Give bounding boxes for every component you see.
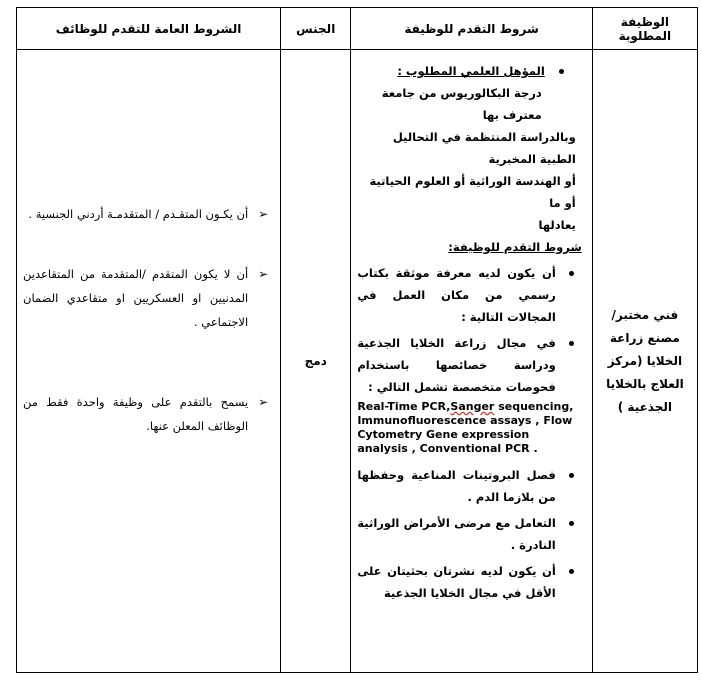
tests-part: sequencing, Immunofluorescence assays , Flow Cytometry Gene expression analysis , Conventional PCR .	[357, 400, 574, 455]
qualification-line: وبالدراسة المنتظمة في التحاليل الطبية المخبرية	[392, 130, 576, 166]
requirement-text: في مجال زراعة الخلايا الجذعية ودراسة خصائصها باستخدام فحوصات متخصصة تشمل التالي :	[357, 336, 556, 394]
general-conditions-cell	[17, 50, 281, 673]
general-condition-item	[23, 262, 270, 334]
job-title-line: مصنع زراعة	[609, 330, 680, 345]
bullet-dot-icon	[569, 341, 574, 346]
tests-list	[357, 398, 581, 460]
header-general: الشروط العامة للتقدم للوظائف	[17, 8, 281, 50]
arrow-bullet-icon: ➢	[258, 207, 269, 221]
conditions-cell	[351, 50, 592, 673]
general-condition-text: أن يكـون المتقـدم / المتقدمـة أردني الجنسية .	[28, 207, 249, 221]
requirement-text: التعامل مع مرضى الأمراض الوراثية النادرة .	[357, 516, 556, 552]
header-gender: الجنس	[281, 8, 351, 50]
header-row	[17, 8, 698, 50]
bullet-dot-icon	[569, 271, 574, 276]
header-job: الوظيفة المطلوبة	[592, 8, 697, 50]
general-condition-text: يسمح بالتقدم على وظيفة واحدة فقط من الوظائف المعلن عنها.	[23, 395, 249, 433]
job-title-line: العلاج بالخلايا	[606, 376, 684, 391]
tests-part: Real-Time PCR,	[357, 400, 451, 413]
header-conditions: شروط التقدم للوظيفة	[351, 8, 592, 50]
requirement-item	[357, 560, 581, 604]
qualification-line: درجة البكالوريوس من جامعة معترف بها	[381, 86, 542, 122]
general-condition-text: أن لا يكون المتقدم /المتقدمة من المتقاعدين المدنيين او العسكريين او متقاعدي الضمان الاجتماعي .	[23, 267, 249, 329]
qualification-line: أو الهندسة الوراثية أو العلوم الحياتية أو ما	[369, 174, 576, 210]
requirement-item	[357, 262, 581, 328]
job-title-line: فني مختبر/	[611, 307, 679, 322]
requirement-text: أن يكون لديه نشرتان بحثيتان على الأقل في مجال الخلايا الجذعية	[357, 564, 556, 600]
requirement-text: أن يكون لديه معرفة موثقة بكتاب رسمي من مكان العمل في المجالات التالية :	[357, 266, 556, 324]
job-row	[17, 50, 698, 673]
jobs-table	[16, 7, 698, 673]
requirement-text: فصل البروتينات المناعية وحفظها من بلازما الدم .	[357, 468, 556, 504]
gender-value: دمج	[304, 354, 327, 368]
bullet-dot-icon	[569, 473, 574, 478]
gender-cell	[281, 50, 351, 673]
requirements-list	[357, 262, 581, 398]
job-title-line: الجذعية )	[617, 399, 672, 414]
tests-part-spell: Sanger	[450, 400, 495, 413]
qualification-line: يعادلها	[538, 218, 576, 232]
general-condition-item	[23, 202, 270, 226]
bullet-dot-icon	[569, 521, 574, 526]
bullet-dot-icon	[569, 569, 574, 574]
qualification-heading: المؤهل العلمي المطلوب :	[397, 64, 545, 78]
qualification-heading-row	[357, 60, 581, 82]
job-title-line: الخلايا (مركز	[607, 353, 683, 368]
arrow-bullet-icon: ➢	[258, 395, 269, 409]
requirement-item	[357, 332, 581, 398]
requirements-list-continued	[357, 464, 581, 604]
general-condition-item	[23, 390, 270, 438]
requirement-item	[357, 512, 581, 556]
requirement-item	[357, 464, 581, 508]
job-title-cell	[592, 50, 697, 673]
bullet-dot-icon	[559, 69, 564, 74]
arrow-bullet-icon: ➢	[258, 267, 269, 281]
requirements-heading: شروط التقدم للوظيفة:	[448, 240, 582, 254]
